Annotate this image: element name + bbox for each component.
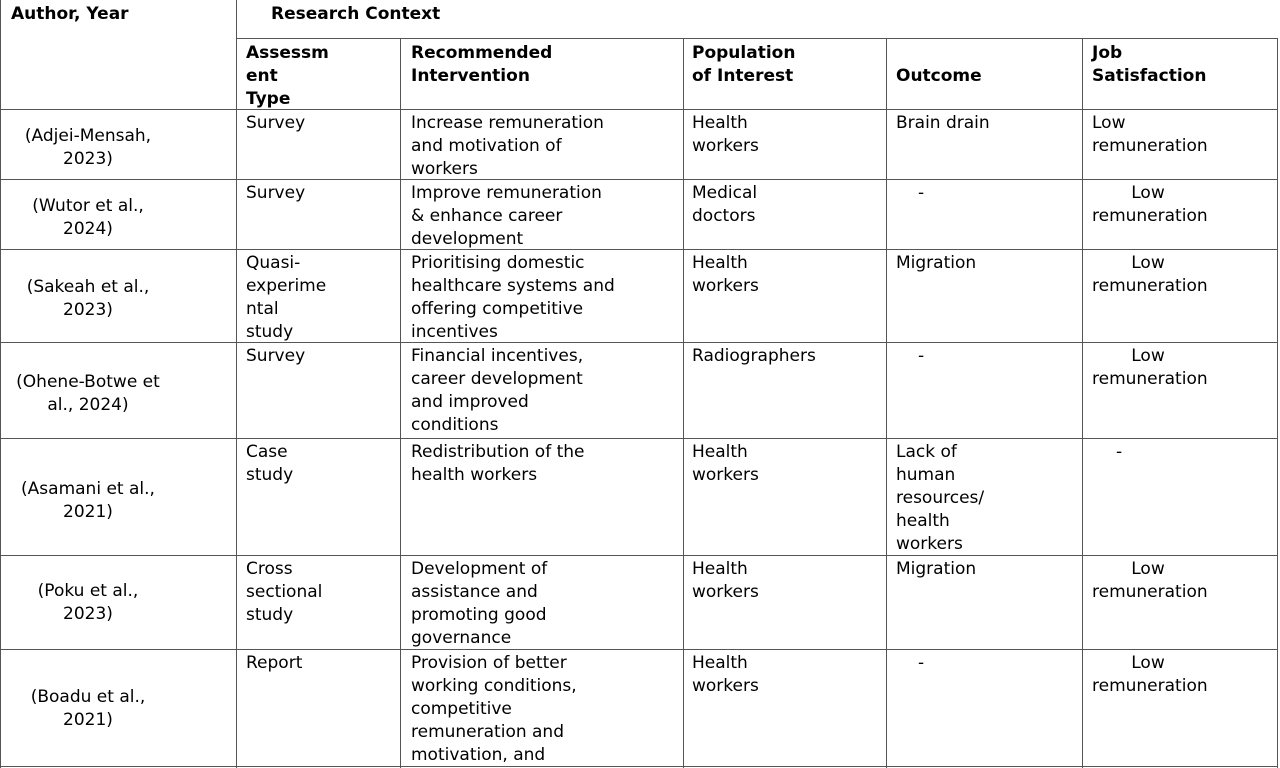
cell-author: (Sakeah et al., 2023)	[26, 277, 150, 320]
header-job-satisfaction: Job Satisfaction	[1092, 43, 1207, 86]
cell-outcome: -	[918, 183, 925, 203]
cell-author: (Ohene-Botwe et al., 2024)	[16, 372, 160, 415]
cell-outcome: -	[918, 346, 925, 366]
cell-population: Health workers	[692, 559, 759, 602]
cell-population: Radiographers	[692, 346, 816, 366]
row-divider	[0, 179, 1278, 180]
cell-job-satisfaction: Low remuneration	[1092, 253, 1208, 296]
row-divider	[0, 555, 1278, 556]
cell-population: Health workers	[692, 253, 759, 296]
row-divider	[0, 438, 1278, 439]
cell-job-satisfaction: Low remuneration	[1092, 183, 1208, 226]
subheader-divider	[236, 38, 1278, 39]
cell-assessment-type: Cross sectional study	[246, 559, 323, 625]
cell-author: (Boadu et al., 2021)	[30, 687, 146, 730]
cell-intervention: Financial incentives, career development and improved conditions	[411, 346, 584, 435]
row-divider	[0, 649, 1278, 650]
header-recommended-intervention: Recommended Intervention	[411, 43, 553, 86]
cell-assessment-type: Case study	[246, 442, 294, 485]
cell-job-satisfaction: Low remuneration	[1092, 653, 1208, 696]
header-assessment-type: Assessm ent Type	[246, 43, 329, 109]
column-divider	[400, 38, 401, 768]
cell-assessment-type: Quasi- experime ntal study	[246, 253, 327, 342]
cell-outcome: Migration	[896, 253, 977, 273]
cell-job-satisfaction: Low remuneration	[1092, 113, 1208, 156]
cell-author: (Asamani et al., 2021)	[21, 479, 155, 522]
cell-author: (Wutor et al., 2024)	[32, 196, 144, 239]
column-divider	[1082, 38, 1083, 768]
row-divider	[0, 109, 1278, 110]
cell-assessment-type: Survey	[246, 183, 306, 203]
cell-intervention: Provision of better working conditions, competitive remuneration and motivation, and	[411, 653, 577, 765]
header-population-of-interest: Population of Interest	[692, 43, 796, 86]
cell-outcome: Lack of human resources/ health workers	[896, 442, 985, 554]
column-divider	[683, 38, 684, 768]
cell-intervention: Increase remuneration and motivation of workers	[411, 113, 604, 179]
column-divider	[236, 0, 237, 768]
cell-outcome: -	[918, 653, 925, 673]
cell-job-satisfaction: -	[1116, 442, 1123, 462]
cell-intervention: Prioritising domestic healthcare systems and offering competitive incentives	[411, 253, 615, 342]
cell-assessment-type: Report	[246, 653, 303, 673]
header-author-year: Author, Year	[11, 4, 129, 24]
cell-population: Health workers	[692, 653, 759, 696]
cell-assessment-type: Survey	[246, 113, 306, 133]
cell-author: (Poku et al., 2023)	[37, 581, 139, 624]
cell-population: Health workers	[692, 113, 759, 156]
cell-outcome: Brain drain	[896, 113, 990, 133]
row-divider	[0, 342, 1278, 343]
table-border-right	[1277, 38, 1278, 768]
header-research-context: Research Context	[271, 4, 441, 24]
cell-population: Medical doctors	[692, 183, 758, 226]
table-border-bottom	[0, 766, 1278, 767]
cell-outcome: Migration	[896, 559, 977, 579]
row-divider	[0, 249, 1278, 250]
cell-intervention: Improve remuneration & enhance career development	[411, 183, 602, 249]
cell-assessment-type: Survey	[246, 346, 306, 366]
cell-population: Health workers	[692, 442, 759, 485]
header-outcome: Outcome	[896, 66, 982, 86]
cell-intervention: Development of assistance and promoting good governance	[411, 559, 548, 648]
cell-job-satisfaction: Low remuneration	[1092, 346, 1208, 389]
column-divider	[886, 38, 887, 768]
cell-job-satisfaction: Low remuneration	[1092, 559, 1208, 602]
cell-author: (Adjei-Mensah, 2023)	[24, 126, 152, 169]
cell-intervention: Redistribution of the health workers	[411, 442, 585, 485]
